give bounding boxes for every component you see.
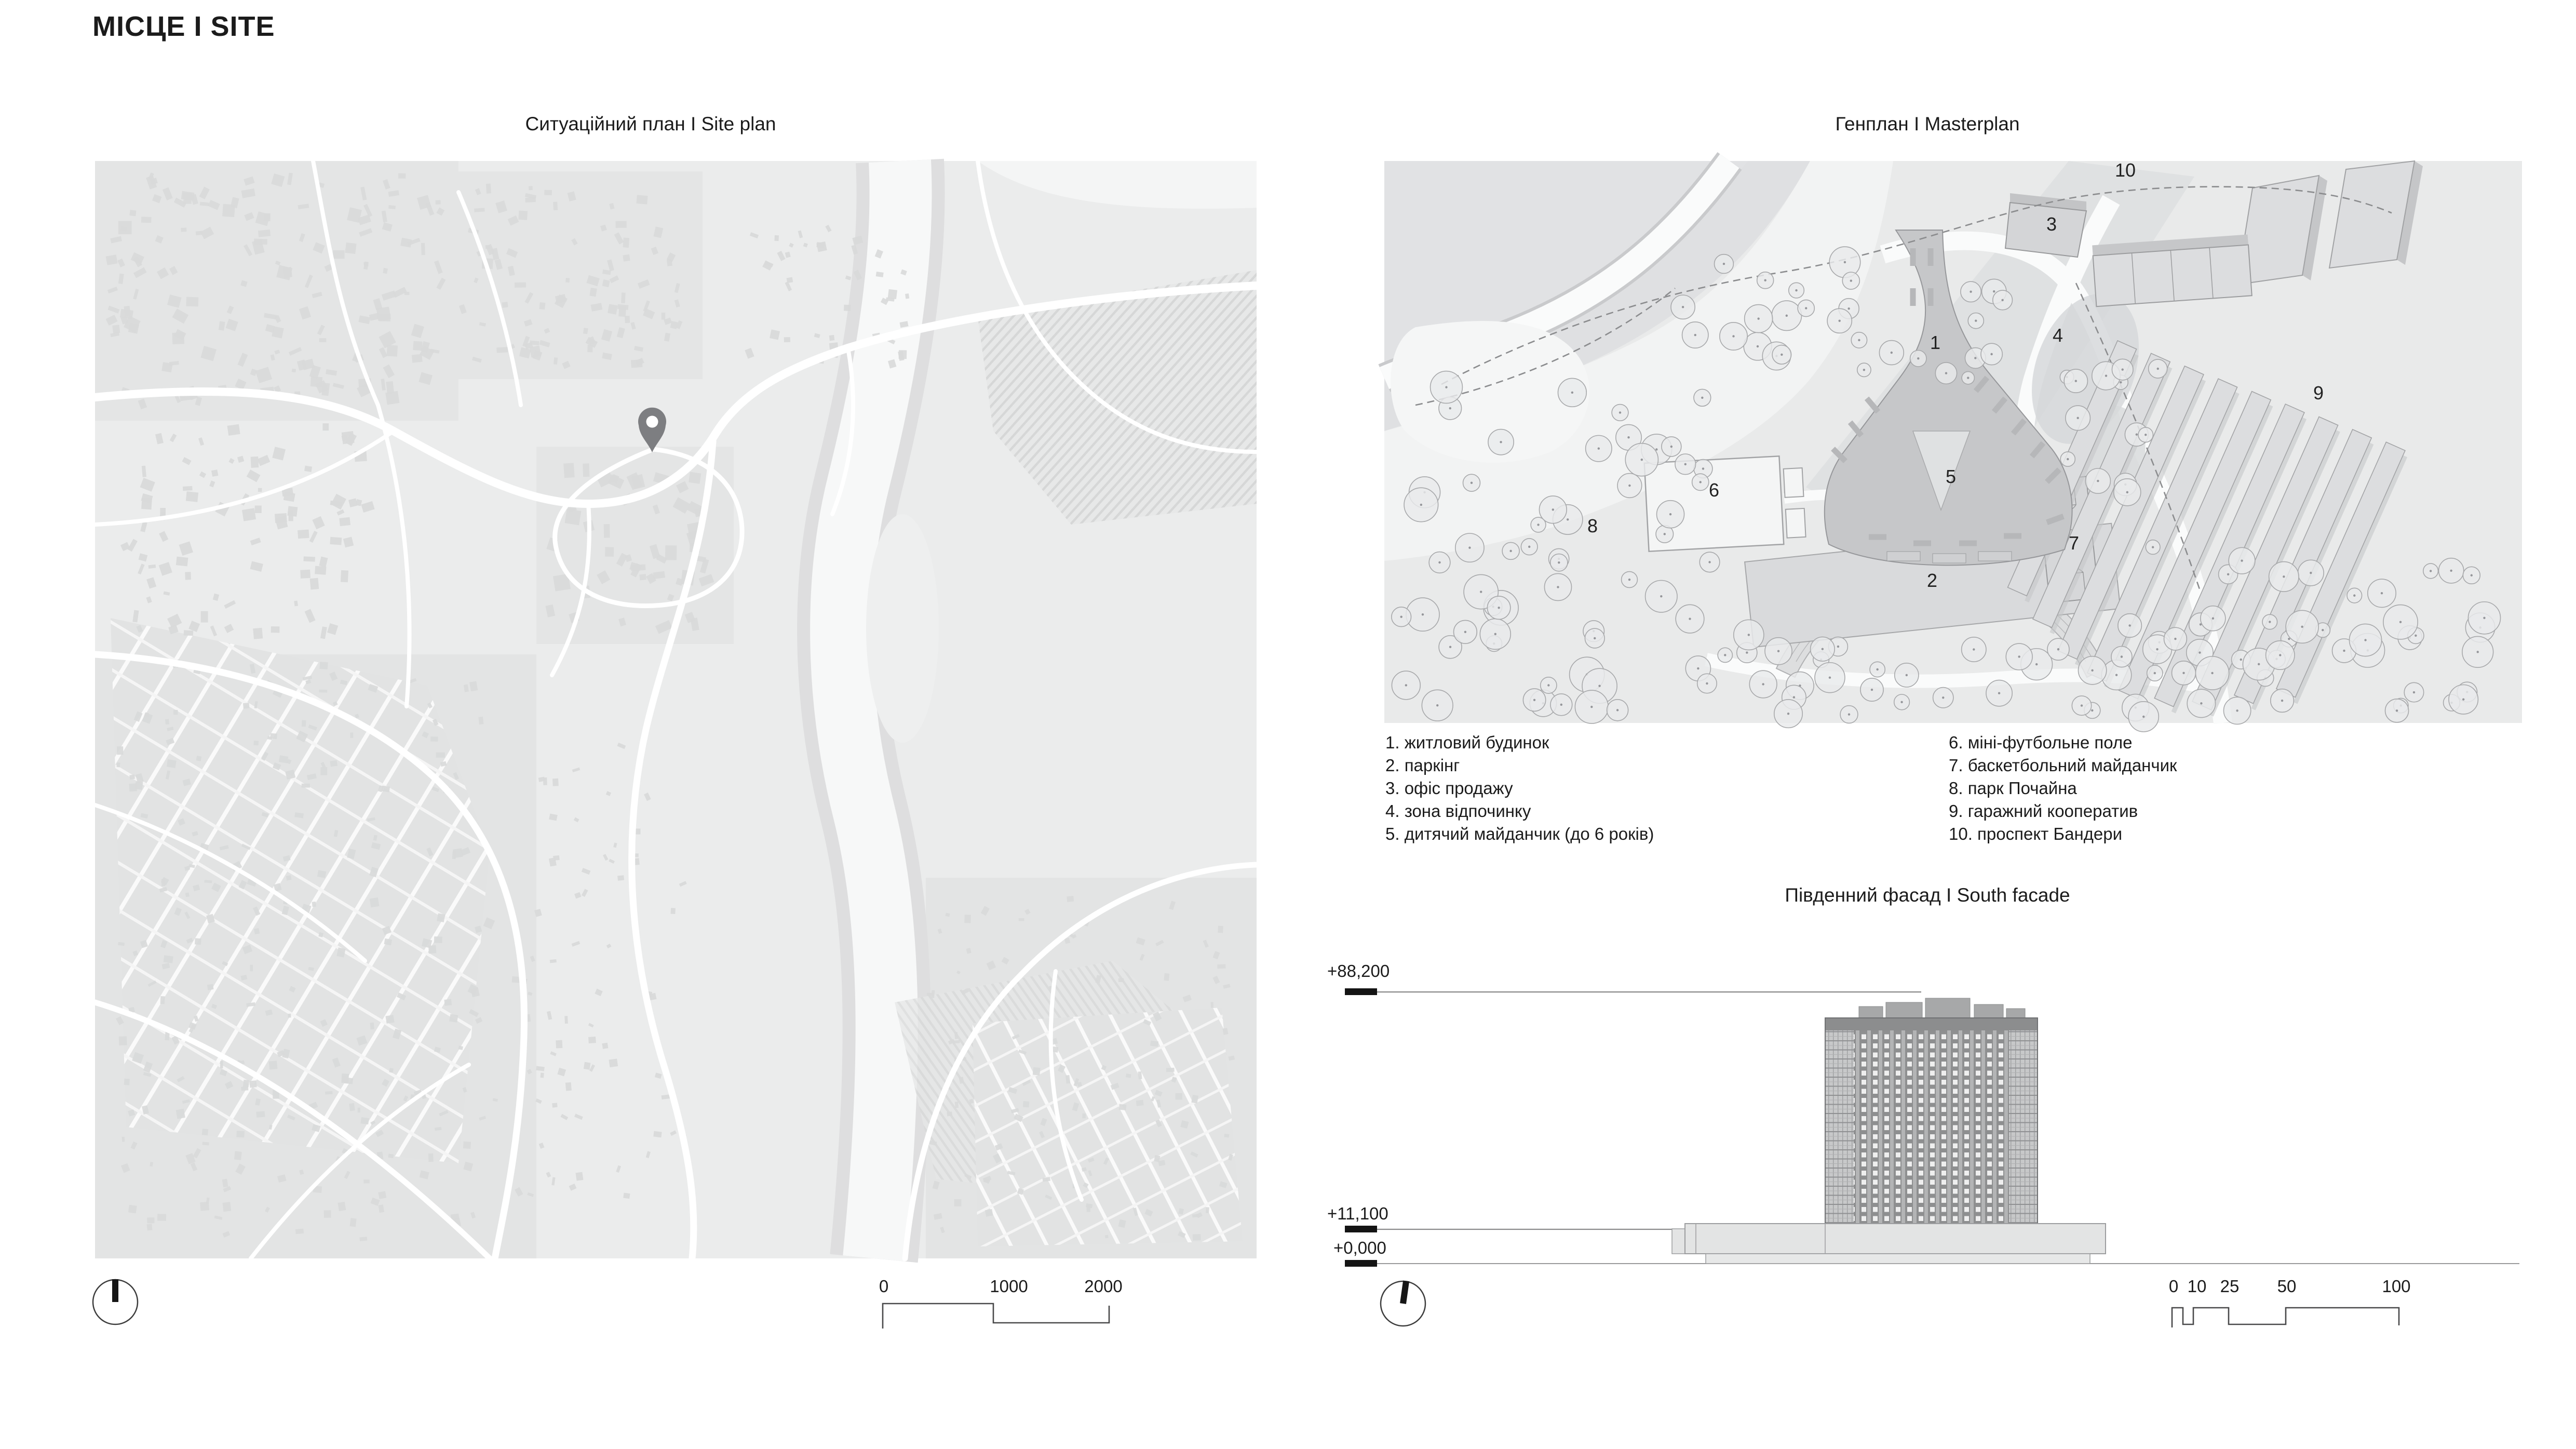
legend-column-right (1949, 731, 2177, 846)
level-mark-11100 (1345, 1226, 1377, 1232)
plan-marker-3: 3 (2046, 213, 2057, 235)
facade-title: Південний фасад І South facade (1785, 884, 2070, 906)
level-label-ground: +0,000 (1333, 1238, 1386, 1257)
north-arrow-icon (1381, 1281, 1425, 1326)
plan-marker-10: 10 (2114, 159, 2136, 181)
scale-label: 2000 (1084, 1277, 1123, 1296)
level-mark-0000 (1345, 1260, 1377, 1267)
plan-marker-8: 8 (1587, 515, 1598, 536)
north-arrow-icon (93, 1279, 138, 1324)
legend-item: 7. баскетбольний майданчик (1949, 756, 2177, 775)
legend-item: 8. парк Почайна (1949, 779, 2077, 798)
scale-label: 10 (2187, 1277, 2207, 1296)
plan-marker-5: 5 (1945, 466, 1957, 487)
legend-item: 9. гаражний кооператив (1949, 801, 2138, 821)
legend-item: 3. офіс продажу (1385, 779, 1513, 798)
scale-label: 50 (2277, 1277, 2297, 1296)
plan-marker-6: 6 (1708, 479, 1720, 501)
plan-marker-9: 9 (2313, 382, 2324, 404)
podium-elevation (1672, 1224, 2106, 1264)
facade-scale-bar (2172, 1308, 2399, 1327)
scale-label: 100 (2382, 1277, 2411, 1296)
facade-drawing (1345, 988, 2519, 1267)
tower-elevation (1825, 998, 2038, 1224)
legend-item: 1. житловий будинок (1385, 733, 1549, 752)
legend-item: 4. зона відпочинку (1385, 801, 1531, 821)
level-label-roof: +88,200 (1327, 961, 1390, 981)
plan-marker-1: 1 (1930, 332, 1941, 353)
masterplan-drawing (1384, 161, 2522, 763)
level-mark-88200 (1345, 988, 1377, 995)
scale-label: 25 (2220, 1277, 2240, 1296)
page-title: МІСЦЕ І SITE (92, 11, 275, 42)
site-plan-map (95, 161, 1257, 1258)
garage-row (2092, 235, 2252, 307)
legend-item: 5. дитячий майданчик (до 6 років) (1385, 824, 1654, 843)
plan-marker-7: 7 (2068, 532, 2080, 554)
legend-item: 10. проспект Бандери (1949, 824, 2123, 843)
masterplan-title: Генплан І Masterplan (1835, 113, 2020, 135)
site-plan-scale-bar (883, 1304, 1109, 1329)
site-plan-title: Ситуаційний план І Site plan (525, 113, 776, 135)
scale-label: 0 (879, 1277, 889, 1296)
level-label-podium: +11,100 (1327, 1204, 1388, 1223)
legend-column-left (1385, 731, 1654, 846)
legend-item: 6. міні-футбольне поле (1949, 733, 2133, 752)
scale-label: 1000 (990, 1277, 1028, 1296)
plan-marker-4: 4 (2052, 325, 2064, 346)
scale-label: 0 (2168, 1277, 2179, 1296)
legend-item: 2. паркінг (1385, 756, 1460, 775)
plan-marker-2: 2 (1926, 570, 1938, 591)
